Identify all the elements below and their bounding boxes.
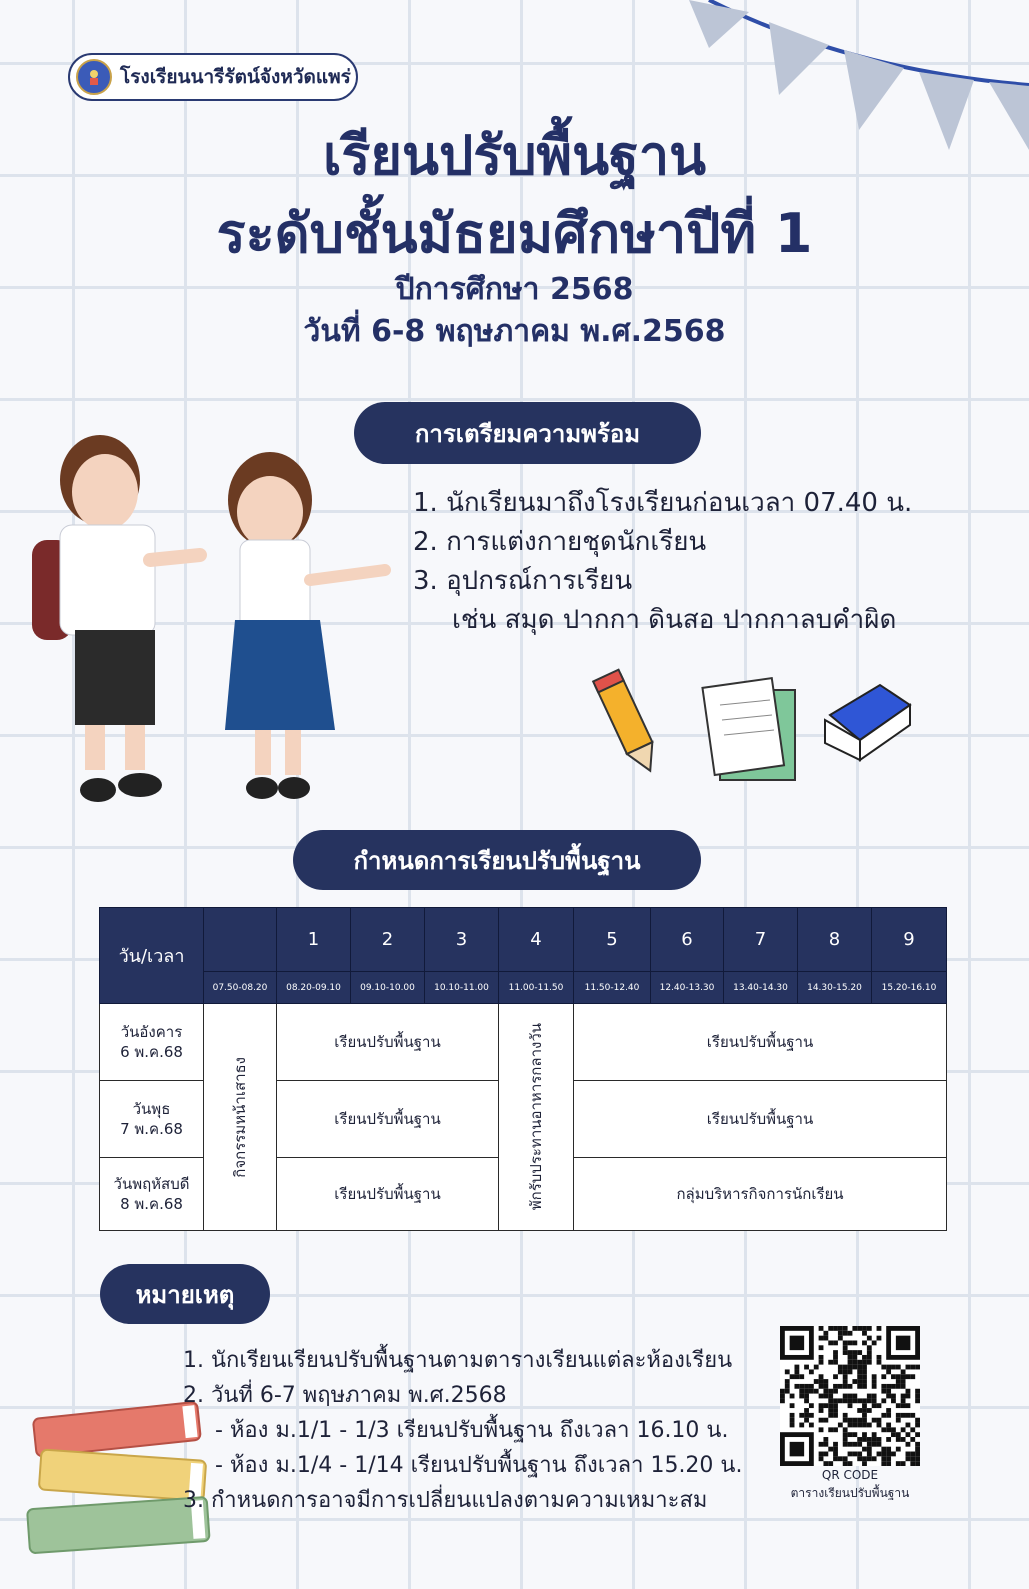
school-supplies-illustration [590,665,930,785]
note-item: 2. วันที่ 6-7 พฤษภาคม พ.ศ.2568 [183,1383,507,1408]
day-date: 6 พ.ค.68 [120,1043,183,1061]
note-item: 1. นักเรียนเรียนปรับพื้นฐานตามตารางเรียนแต่ละห้องเรียน [183,1348,733,1373]
day-cell [100,1081,204,1158]
students-illustration [30,420,410,820]
flag-activity-cell [204,1004,277,1231]
notes-heading: หมายเหตุ [100,1264,270,1324]
period-header: 4 [499,908,574,972]
note-item: - ห้อง ม.1/4 - 1/14 เรียนปรับพื้นฐาน ถึงเวลา 15.20 น. [215,1453,743,1478]
afternoon-session: เรียนปรับพื้นฐาน [574,1004,947,1081]
preparation-item: 1. นักเรียนมาถึงโรงเรียนก่อนเวลา 07.40 น. [413,488,913,518]
period-header: 8 [798,908,872,972]
morning-session: เรียนปรับพื้นฐาน [277,1004,499,1081]
period-header: 7 [724,908,798,972]
page-title: เรียนปรับพื้นฐาน [322,124,707,187]
day-name: วันพุธ [132,1100,171,1118]
period-header: 6 [651,908,724,972]
flag-activity-label: กิจกรรมหน้าเสาธง [231,1056,249,1178]
preparation-heading: การเตรียมความพร้อม [354,402,701,464]
eraser-icon [825,685,910,760]
note-item: 3. กำหนดการอาจมีการเปลี่ยนแปลงตามความเหมาะสม [183,1488,708,1513]
qr-caption [765,1466,935,1502]
school-name: โรงเรียนนารีรัตน์จังหวัดแพร่ [120,66,351,88]
academic-year: ปีการศึกษา 2568 [395,272,634,307]
note-item: - ห้อง ม.1/1 - 1/3 เรียนปรับพื้นฐาน ถึงเวลา 16.10 น. [215,1418,729,1443]
time-slot: 08.20-09.10 [277,972,351,1004]
period-header: 2 [351,908,425,972]
period-header: 5 [574,908,651,972]
time-slot: 13.40-14.30 [724,972,798,1004]
schedule-table [99,907,947,1231]
preparation-list [413,484,912,640]
time-slot: 12.40-13.30 [651,972,724,1004]
morning-session: เรียนปรับพื้นฐาน [277,1158,499,1231]
notes-list [183,1343,742,1518]
period-header: 1 [277,908,351,972]
time-slot: 10.10-11.00 [425,972,499,1004]
day-date: 7 พ.ค.68 [120,1120,183,1138]
preparation-item: 2. การแต่งกายชุดนักเรียน [413,527,707,557]
day-name: วันอังคาร [120,1023,183,1041]
pencil-icon [593,670,663,777]
notebook-icon [702,678,795,780]
preparation-item: เช่น สมุด ปากกา ดินสอ ปากกาลบคำผิด [452,605,897,635]
time-slot: 11.50-12.40 [574,972,651,1004]
period-header: 9 [872,908,947,972]
period-header [204,908,277,972]
time-slot: 14.30-15.20 [798,972,872,1004]
time-slot: 11.00-11.50 [499,972,574,1004]
lunch-break-label: พักรับประทานอาหารกลางวัน [527,1023,545,1211]
day-cell [100,1158,204,1231]
afternoon-session: กลุ่มบริหารกิจการนักเรียน [574,1158,947,1231]
lunch-break-cell [499,1004,574,1231]
time-slot: 07.50-08.20 [204,972,277,1004]
preparation-item: 3. อุปกรณ์การเรียน [413,566,633,596]
day-name: วันพฤหัสบดี [113,1175,190,1193]
time-slot: 09.10-10.00 [351,972,425,1004]
day-time-header: วัน/เวลา [100,908,204,1004]
afternoon-session: เรียนปรับพื้นฐาน [574,1081,947,1158]
day-cell [100,1004,204,1081]
qr-description: ตารางเรียนปรับพื้นฐาน [790,1486,910,1500]
day-date: 8 พ.ค.68 [120,1195,183,1213]
schedule-heading: กำหนดการเรียนปรับพื้นฐาน [293,830,701,890]
school-logo-badge [68,53,358,101]
school-seal-icon [76,59,112,95]
qr-code[interactable] [780,1326,920,1466]
period-header: 3 [425,908,499,972]
qr-label: QR CODE [821,1468,879,1482]
event-dates: วันที่ 6-8 พฤษภาคม พ.ศ.2568 [303,314,726,349]
page-subtitle: ระดับชั้นมัธยมศึกษาปีที่ 1 [216,202,813,265]
morning-session: เรียนปรับพื้นฐาน [277,1081,499,1158]
time-slot: 15.20-16.10 [872,972,947,1004]
